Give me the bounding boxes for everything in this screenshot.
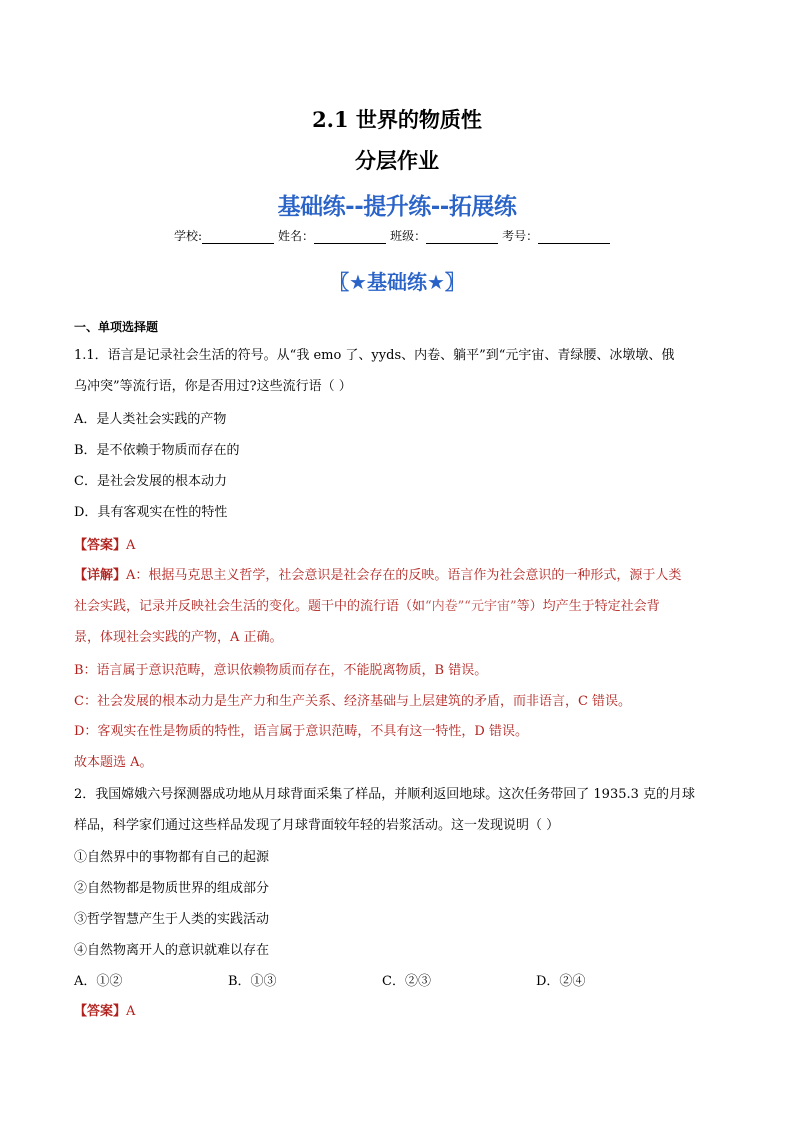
q1-option-d: D．具有客观实在性的特性: [74, 505, 228, 520]
level-banner: 基础练--提升练--拓展练: [277, 194, 517, 220]
detail-text: 社会实践，记录并反映社会生活的变化。题干中的流行语（如: [74, 599, 426, 614]
class-label: 班级：: [390, 229, 427, 243]
student-info-line: [174, 227, 614, 244]
q1-detail-line-2: [74, 597, 660, 617]
q2-answer: [74, 1002, 135, 1022]
section-heading: 一、单项选择题: [74, 320, 159, 334]
detail-text: A：根据马克思主义哲学，社会意识是社会存在的反映。语言作为社会意识的一种形式，源于人类: [126, 568, 682, 583]
q2-statement-2: ②自然物都是物质世界的组成部分: [74, 881, 270, 896]
detail-label: 【详解】: [74, 568, 127, 583]
name-label: 姓名：: [278, 229, 315, 243]
q2-statement-4: ④自然物离开人的意识就难以存在: [74, 943, 270, 958]
document-title: 2.1 世界的物质性: [312, 107, 482, 132]
q2-option-c: C．②③: [382, 974, 431, 989]
q1-answer: [74, 536, 135, 556]
q2-option-d: D．②④: [536, 974, 586, 989]
q2-option-a: A．①②: [74, 974, 123, 989]
q1-detail-c: C：社会发展的根本动力是生产力和生产关系、经济基础与上层建筑的矛盾，而非语言，C 错误。: [74, 694, 632, 709]
document-subtitle: 分层作业: [355, 148, 439, 173]
answer-value: A: [126, 538, 136, 553]
q2-statement-1: ①自然界中的事物都有自己的起源: [74, 850, 270, 865]
q2-options: [74, 970, 694, 989]
q1-stem-line-1: 1.1．语言是记录社会生活的符号。从“我 emo 了、yyds、内卷、躺平”到“元宇宙、青绿腰、冰墩墩、俄: [74, 348, 675, 363]
answer-label: 【答案】: [74, 538, 127, 553]
answer-label: 【答案】: [74, 1004, 127, 1019]
q1-detail-line-3: 景，体现社会实践的产物，A 正确。: [74, 630, 283, 645]
section-banner: 〖★基础练★〗: [329, 270, 465, 294]
q1-option-a: A．是人类社会实践的产物: [74, 412, 227, 427]
q2-option-b: B．①③: [228, 974, 277, 989]
q1-stem-line-2: 乌冲突”等流行语，你是否用过?这些流行语（ ）: [74, 379, 352, 394]
q1-detail-line-1: [74, 566, 681, 586]
exam-no-label: 考号：: [502, 229, 539, 243]
school-label: 学校:: [174, 229, 203, 243]
detail-quote: “内卷”“元宇宙”: [425, 599, 517, 614]
q1-option-b: B．是不依赖于物质而存在的: [74, 443, 240, 458]
q1-detail-b: B：语言属于意识范畴，意识依赖物质而存在，不能脱离物质，B 错误。: [74, 663, 488, 678]
q2-stem-line-1: 2．我国嫦娥六号探测器成功地从月球背面采集了样品，并顺利返回地球。这次任务带回了 1935.3 克的月球: [74, 787, 696, 802]
name-blank: [314, 231, 386, 244]
class-blank: [426, 231, 498, 244]
answer-value: A: [126, 1004, 136, 1019]
q2-stem-line-2: 样品，科学家们通过这些样品发现了月球背面较年轻的岩浆活动。这一发现说明（ ）: [74, 818, 560, 833]
detail-text: 等）均产生于特定社会背: [516, 599, 660, 614]
q1-detail-d: D：客观实在性是物质的特性，语言属于意识范畴，不具有这一特性，D 错误。: [74, 724, 528, 739]
q1-conclusion: 故本题选 A。: [74, 755, 153, 770]
exam-no-blank: [538, 231, 610, 244]
q1-option-c: C．是社会发展的根本动力: [74, 474, 227, 489]
school-blank: [202, 231, 274, 244]
q2-statement-3: ③哲学智慧产生于人类的实践活动: [74, 912, 270, 927]
